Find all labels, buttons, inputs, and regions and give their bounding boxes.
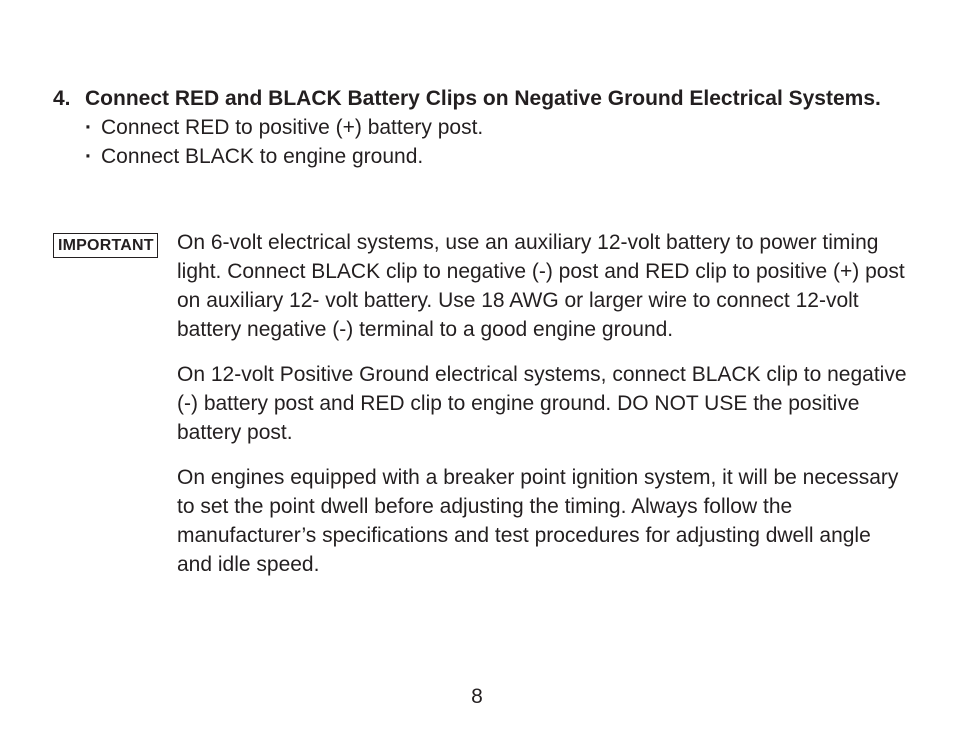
step-bullet-list xyxy=(53,113,913,171)
note-breaker-point-dwell: On engines equipped with a breaker point ignition system, it will be necessary to set the point dwell before adjusting the timing. Always follow the manufacturer’s specifications and test procedures for adjusting dwell angle and idle speed. xyxy=(177,466,899,576)
list-item xyxy=(85,113,913,142)
note-positive-ground: On 12-volt Positive Ground electrical systems, connect BLACK clip to negative (-) battery post and RED clip to engine ground. DO NOT USE the positive battery post. xyxy=(177,363,907,444)
step-heading xyxy=(53,84,913,113)
step-number: 4. xyxy=(53,87,71,110)
bullet-mark: · xyxy=(85,116,92,139)
step-section xyxy=(53,84,913,171)
bullet-mark: · xyxy=(85,145,92,168)
note-6-volt-systems: On 6-volt electrical systems, use an auxiliary 12-volt battery to power timing light. Connect BLACK clip to negative (-) post and RED clip to positive (+) post on auxiliary 12- volt battery. Use 18 AWG or larger wire to connect 12-volt battery negative (-) terminal to a good engine ground. xyxy=(177,231,905,341)
important-badge: IMPORTANT xyxy=(53,233,158,258)
important-notes xyxy=(177,228,907,595)
page-number: 8 xyxy=(471,685,483,708)
step-title: Connect RED and BLACK Battery Clips on Negative Ground Electrical Systems. xyxy=(85,87,881,110)
bullet-text: Connect RED to positive (+) battery post. xyxy=(101,116,484,139)
bullet-text: Connect BLACK to engine ground. xyxy=(101,145,424,168)
list-item xyxy=(85,142,913,171)
